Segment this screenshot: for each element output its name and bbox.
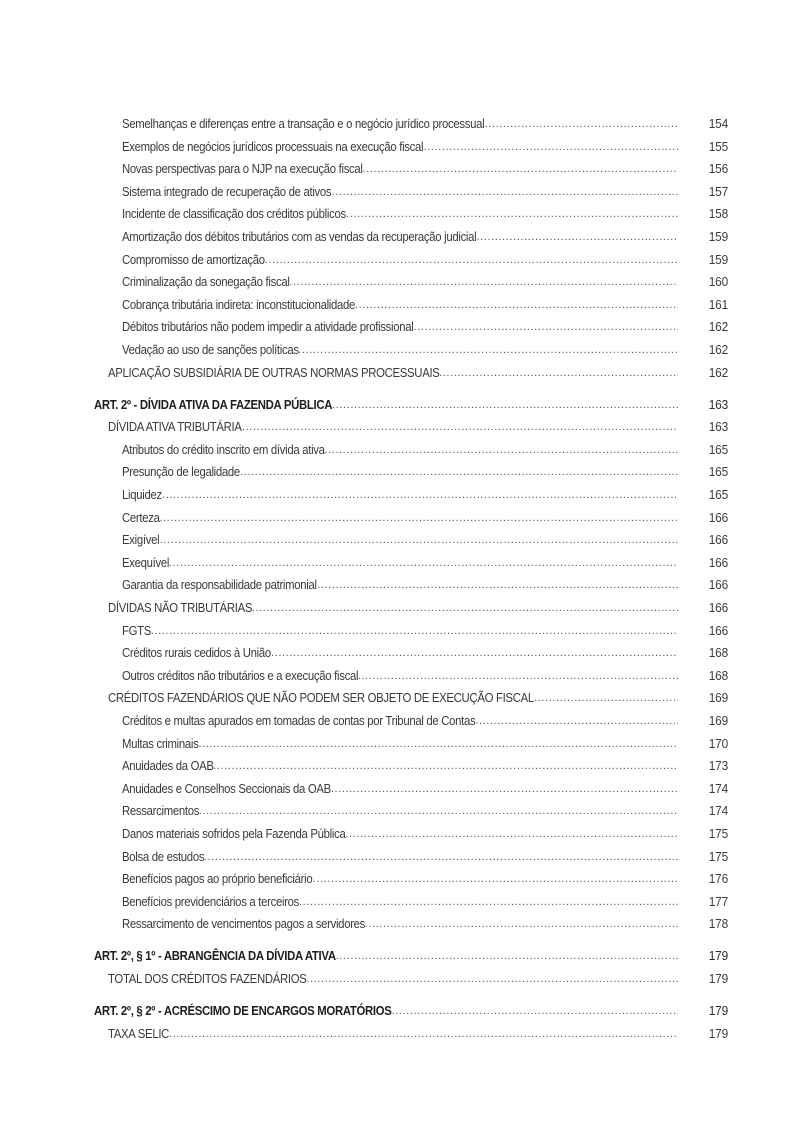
toc-section-entry[interactable]: [0, 362, 800, 385]
toc-subsection-entry[interactable]: [0, 339, 800, 362]
toc-entry-title: Amortização dos débitos tributários com as vendas da recuperação judicial: [122, 228, 477, 244]
toc-entry-title: CRÉDITOS FAZENDÁRIOS QUE NÃO PODEM SER OBJETO DE EXECUÇÃO FISCAL: [108, 690, 534, 706]
toc-entry-title: Anuidades e Conselhos Seccionais da OAB: [122, 780, 331, 796]
toc-subsection-entry[interactable]: [0, 529, 800, 552]
toc-entry-title: Certeza: [122, 509, 160, 525]
toc-subsection-entry[interactable]: [0, 507, 800, 530]
toc-entry-leader: [108, 687, 678, 710]
dot-leader: [204, 846, 678, 869]
toc-entry-page-number: 162: [708, 319, 728, 335]
toc-entry-leader: [122, 620, 678, 643]
toc-entry-page-number: 169: [708, 690, 728, 706]
dot-leader: [534, 687, 678, 710]
toc-entry-title: Exequível: [122, 554, 170, 570]
toc-entry-leader: [122, 439, 678, 462]
toc-chapter-entry[interactable]: [0, 1000, 800, 1023]
toc-entry-title: ART. 2º, § 2º - ACRÉSCIMO DE ENCARGOS MORATÓRIOS: [94, 1003, 392, 1019]
toc-entry-title: Garantia da responsabilidade patrimonial: [122, 577, 317, 593]
toc-subsection-entry[interactable]: [0, 733, 800, 756]
toc-entry-leader: [122, 800, 678, 823]
toc-entry-page-number: 162: [708, 364, 728, 380]
dot-leader: [332, 394, 678, 417]
toc-entry-page-number: 163: [708, 396, 728, 412]
toc-entry-title: Outros créditos não tributários e a execução fiscal: [122, 667, 359, 683]
toc-entry-page-number: 179: [708, 1003, 728, 1019]
toc-section-entry[interactable]: [0, 416, 800, 439]
toc-entry-page-number: 166: [708, 532, 728, 548]
toc-entry-leader: [122, 891, 678, 914]
dot-leader: [265, 249, 678, 272]
toc-section-entry[interactable]: [0, 597, 800, 620]
toc-entry-title: TOTAL DOS CRÉDITOS FAZENDÁRIOS: [108, 970, 307, 986]
toc-subsection-entry[interactable]: [0, 800, 800, 823]
dot-leader: [162, 484, 678, 507]
toc-entry-title: Exemplos de negócios jurídicos processuais na execução fiscal: [122, 138, 424, 154]
toc-entry-page-number: 166: [708, 509, 728, 525]
toc-entry-leader: [122, 529, 678, 552]
dot-leader: [485, 113, 678, 136]
toc-entry-title: Presunção de legalidade: [122, 464, 240, 480]
toc-entry-leader: [122, 339, 678, 362]
toc-entry-page-number: 169: [708, 712, 728, 728]
dot-leader: [198, 733, 678, 756]
toc-subsection-entry[interactable]: [0, 136, 800, 159]
toc-subsection-entry[interactable]: [0, 158, 800, 181]
toc-entry-leader: [122, 823, 678, 846]
dot-leader: [159, 507, 678, 530]
toc-entry-title: Novas perspectivas para o NJP na execução fiscal: [122, 161, 363, 177]
toc-entry-leader: [122, 778, 678, 801]
toc-entry-title: Multas criminais: [122, 735, 199, 751]
toc-subsection-entry[interactable]: [0, 203, 800, 226]
toc-entry-page-number: 160: [708, 274, 728, 290]
toc-subsection-entry[interactable]: [0, 181, 800, 204]
toc-entry-title: Ressarcimento de vencimentos pagos a servidores: [122, 916, 366, 932]
toc-entry-title: Exigível: [122, 532, 160, 548]
toc-entry-title: Compromisso de amortização: [122, 251, 265, 267]
toc-entry-page-number: 155: [708, 138, 728, 154]
toc-entry-title: FGTS: [122, 622, 152, 638]
toc-entry-page-number: 165: [708, 464, 728, 480]
toc-entry-title: Débitos tributários não podem impedir a atividade profissional: [122, 319, 414, 335]
toc-entry-page-number: 168: [708, 645, 728, 661]
toc-subsection-entry[interactable]: [0, 439, 800, 462]
toc-entry-leader: [122, 552, 678, 575]
toc-subsection-entry[interactable]: [0, 755, 800, 778]
toc-subsection-entry[interactable]: [0, 294, 800, 317]
dot-leader: [363, 158, 678, 181]
toc-entry-title: Ressarcimentos: [122, 803, 200, 819]
dot-leader: [298, 339, 678, 362]
toc-chapter-entry[interactable]: [0, 394, 800, 417]
toc-entry-leader: [94, 1000, 678, 1023]
dot-leader: [475, 710, 678, 733]
toc-entry-page-number: 166: [708, 554, 728, 570]
toc-entry-page-number: 159: [708, 228, 728, 244]
toc-entry-page-number: 158: [708, 206, 728, 222]
dot-leader: [199, 800, 678, 823]
toc-entry-page-number: 179: [708, 948, 728, 964]
toc-entry-leader: [122, 158, 678, 181]
toc-subsection-entry[interactable]: [0, 271, 800, 294]
toc-entry-leader: [122, 710, 678, 733]
dot-leader: [355, 294, 678, 317]
toc-entry-title: Bolsa de estudos: [122, 848, 205, 864]
toc-subsection-entry[interactable]: [0, 316, 800, 339]
toc-subsection-entry[interactable]: [0, 823, 800, 846]
toc-subsection-entry[interactable]: [0, 868, 800, 891]
toc-entry-title: Sistema integrado de recuperação de ativos: [122, 183, 332, 199]
toc-entry-title: Cobrança tributária indireta: inconstitucionalidade: [122, 296, 356, 312]
toc-entry-leader: [108, 1023, 678, 1046]
toc-entry-leader: [122, 249, 678, 272]
section-gap: [0, 936, 800, 946]
dot-leader: [169, 1023, 678, 1046]
toc-subsection-entry[interactable]: [0, 484, 800, 507]
toc-entry-page-number: 174: [708, 780, 728, 796]
toc-entry-title: Benefícios previdenciários a terceiros: [122, 893, 300, 909]
toc-subsection-entry[interactable]: [0, 552, 800, 575]
dot-leader: [424, 136, 678, 159]
toc-entry-title: Atributos do crédito inscrito em dívida ativa: [122, 441, 325, 457]
toc-entry-page-number: 179: [708, 1025, 728, 1041]
toc-entry-title: Benefícios pagos ao próprio beneficiário: [122, 871, 313, 887]
dot-leader: [151, 620, 678, 643]
dot-leader: [336, 945, 678, 968]
toc-subsection-entry[interactable]: [0, 620, 800, 643]
toc-entry-leader: [108, 416, 678, 439]
dot-leader: [169, 552, 678, 575]
toc-entry-page-number: 157: [708, 183, 728, 199]
toc-entry-leader: [122, 461, 678, 484]
dot-leader: [358, 665, 678, 688]
toc-entry-page-number: 165: [708, 487, 728, 502]
dot-leader: [213, 755, 678, 778]
dot-leader: [317, 574, 678, 597]
toc-entry-title: DÍVIDAS NÃO TRIBUTÁRIAS: [108, 599, 253, 615]
toc-entry-leader: [108, 597, 678, 620]
toc-entry-page-number: 166: [708, 577, 728, 593]
toc-entry-page-number: 161: [708, 296, 728, 312]
dot-leader: [413, 316, 678, 339]
toc-subsection-entry[interactable]: [0, 461, 800, 484]
toc-entry-page-number: 174: [708, 803, 728, 819]
toc-entry-title: Incidente de classificação dos créditos públicos: [122, 206, 346, 222]
toc-entry-leader: [122, 642, 678, 665]
section-gap: [0, 384, 800, 394]
dot-leader: [160, 529, 678, 552]
toc-entry-page-number: 175: [708, 825, 728, 841]
toc-entry-leader: [94, 945, 678, 968]
toc-subsection-entry[interactable]: [0, 642, 800, 665]
dot-leader: [324, 439, 678, 462]
toc-entry-page-number: 176: [708, 871, 728, 887]
dot-leader: [345, 823, 678, 846]
toc-entry-title: Liquidez: [122, 487, 162, 502]
toc-section-entry[interactable]: [0, 1023, 800, 1046]
toc-entry-title: DÍVIDA ATIVA TRIBUTÁRIA: [108, 419, 242, 435]
toc-subsection-entry[interactable]: [0, 574, 800, 597]
toc-subsection-entry[interactable]: [0, 249, 800, 272]
dot-leader: [392, 1000, 678, 1023]
toc-entry-leader: [122, 755, 678, 778]
toc-subsection-entry[interactable]: [0, 891, 800, 914]
toc-entry-page-number: 163: [708, 419, 728, 435]
toc-entry-leader: [122, 868, 678, 891]
toc-subsection-entry[interactable]: [0, 846, 800, 869]
dot-leader: [240, 461, 678, 484]
toc-entry-leader: [94, 394, 678, 417]
toc-entry-leader: [122, 574, 678, 597]
dot-leader: [332, 181, 678, 204]
toc-entry-leader: [108, 362, 678, 385]
toc-entry-page-number: 165: [708, 441, 728, 457]
toc-entry-title: Danos materiais sofridos pela Fazenda Pública: [122, 825, 346, 841]
toc-entry-page-number: 166: [708, 622, 728, 638]
dot-leader: [476, 226, 678, 249]
toc-subsection-entry[interactable]: [0, 113, 800, 136]
toc-entry-title: ART. 2º, § 1º - ABRANGÊNCIA DA DÍVIDA ATIVA: [94, 948, 336, 964]
toc-entry-page-number: 177: [708, 893, 728, 909]
dot-leader: [299, 891, 678, 914]
toc-entry-page-number: 156: [708, 161, 728, 177]
toc-entry-page-number: 179: [708, 970, 728, 986]
toc-entry-leader: [122, 316, 678, 339]
dot-leader: [306, 968, 678, 991]
toc-entry-leader: [122, 203, 678, 226]
toc-entry-page-number: 168: [708, 667, 728, 683]
toc-subsection-entry[interactable]: [0, 913, 800, 936]
toc-subsection-entry[interactable]: [0, 710, 800, 733]
toc-entry-title: Vedação ao uso de sanções políticas: [122, 341, 299, 357]
toc-entry-page-number: 170: [708, 735, 728, 751]
toc-entry-title: TAXA SELIC: [108, 1025, 170, 1041]
toc-entry-page-number: 178: [708, 916, 728, 932]
toc-entry-title: Créditos rurais cedidos à União: [122, 645, 271, 661]
toc-entry-leader: [122, 846, 678, 869]
toc-section-entry[interactable]: [0, 968, 800, 991]
toc-entry-leader: [122, 665, 678, 688]
toc-entry-page-number: 173: [708, 758, 728, 774]
dot-leader: [331, 778, 678, 801]
dot-leader: [242, 416, 678, 439]
dot-leader: [313, 868, 678, 891]
toc-entry-title: ART. 2º - DÍVIDA ATIVA DA FAZENDA PÚBLICA: [94, 396, 333, 412]
toc-subsection-entry[interactable]: [0, 226, 800, 249]
dot-leader: [252, 597, 678, 620]
dot-leader: [346, 203, 678, 226]
section-gap: [0, 991, 800, 1001]
toc-entry-leader: [122, 226, 678, 249]
toc-subsection-entry[interactable]: [0, 778, 800, 801]
dot-leader: [289, 271, 678, 294]
dot-leader: [271, 642, 678, 665]
toc-entry-page-number: 175: [708, 848, 728, 864]
toc-entry-title: APLICAÇÃO SUBSIDIÁRIA DE OUTRAS NORMAS PROCESSUAIS: [108, 364, 440, 380]
toc-entry-title: Criminalização da sonegação fiscal: [122, 274, 290, 290]
toc-entry-leader: [122, 136, 678, 159]
toc-chapter-entry[interactable]: [0, 945, 800, 968]
toc-entry-leader: [122, 271, 678, 294]
toc-entry-page-number: 162: [708, 341, 728, 357]
toc-entry-page-number: 166: [708, 599, 728, 615]
table-of-contents: [0, 113, 800, 1045]
toc-entry-leader: [122, 733, 678, 756]
toc-entry-leader: [122, 507, 678, 530]
dot-leader: [439, 362, 678, 385]
toc-entry-leader: [122, 294, 678, 317]
toc-section-entry[interactable]: [0, 687, 800, 710]
toc-entry-leader: [122, 113, 678, 136]
toc-entry-page-number: 159: [708, 251, 728, 267]
toc-entry-title: Créditos e multas apurados em tomadas de contas por Tribunal de Contas: [122, 712, 476, 728]
toc-entry-title: Semelhanças e diferenças entre a transação e o negócio jurídico processual: [122, 116, 485, 131]
dot-leader: [365, 913, 678, 936]
toc-entry-title: Anuidades da OAB: [122, 758, 214, 774]
toc-entry-leader: [122, 181, 678, 204]
toc-subsection-entry[interactable]: [0, 665, 800, 688]
toc-entry-page-number: 154: [708, 116, 728, 131]
toc-entry-leader: [122, 484, 678, 507]
toc-entry-leader: [108, 968, 678, 991]
toc-entry-leader: [122, 913, 678, 936]
